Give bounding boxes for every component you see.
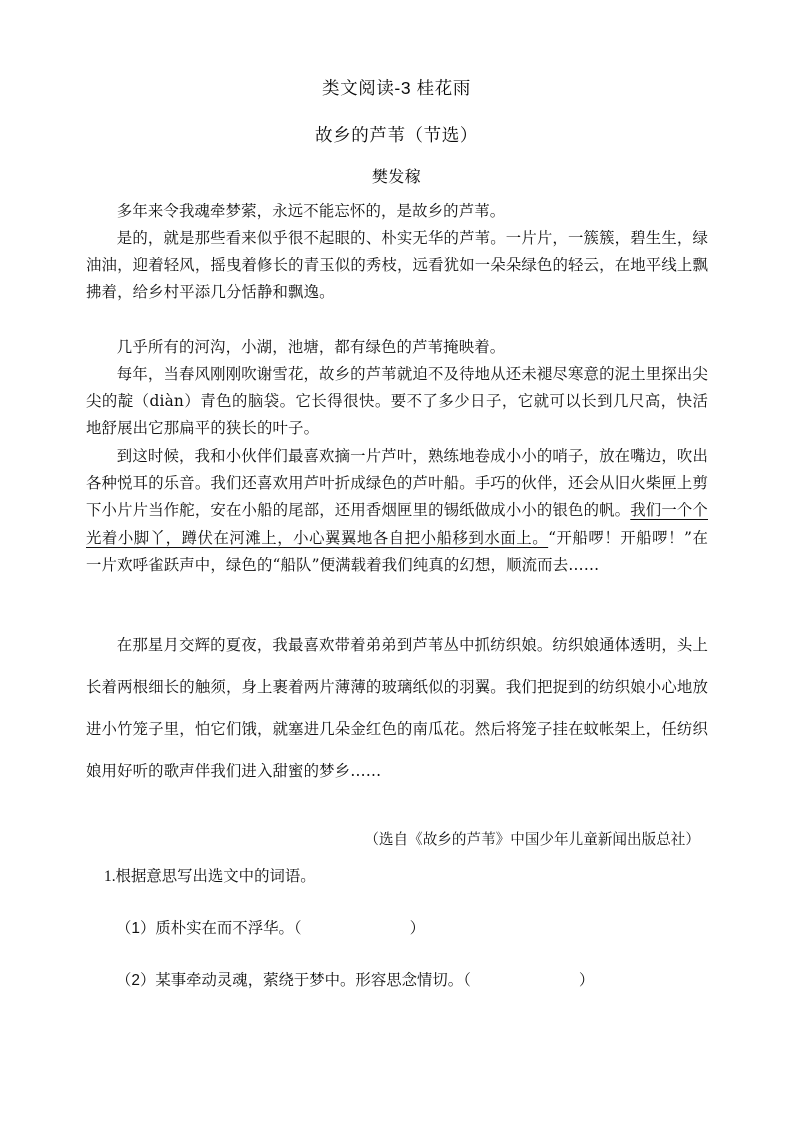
paragraph-3 <box>86 334 708 361</box>
paragraph-text: 每年，当春风刚刚吹谢雪花，故乡的芦苇就迫不及待地从还未褪尽寒意的泥土里探出尖尖的靛（diàn）青色的脑袋。它长得很快。要不了多少日子，它就可以长到几尺高，快活地舒展出它那扁平的狭长的叶子。 <box>86 365 708 438</box>
answer-blank-open-paren-2: （ <box>463 972 471 989</box>
paragraph-1 <box>86 198 708 225</box>
paragraph-6 <box>86 624 708 792</box>
question-1-sub-2 <box>116 966 726 996</box>
paragraph-5-tail-text: “开船啰！开船啰！”在一片欢呼雀跃声中，绿色的“船队”便满载着我们纯真的幻想，顺流而去…… <box>86 528 708 574</box>
paragraph-text: 是的，就是那些看来似乎很不起眼的、朴实无华的芦苇。一片片，一簇簇，碧生生，绿油油，迎着轻风，摇曳着修长的青玉似的秀枝，远看犹如一朵朵绿色的轻云，在地平线上飘拂着，给乡村平添几分恬静和飘逸。 <box>86 229 708 302</box>
question-1-sub-2-text: 某事牵动灵魂，萦绕于梦中。形容思念情切。 <box>155 972 464 989</box>
question-1 <box>104 862 726 892</box>
question-1-sub-1-number: （1） <box>116 920 156 937</box>
answer-blank-open-paren-1: （ <box>293 920 302 937</box>
paragraph-text <box>86 443 708 579</box>
question-1-text: 根据意思写出选文中的词语。 <box>115 868 316 885</box>
question-1-sub-1-text: 质朴实在而不浮华。 <box>155 920 294 937</box>
paragraph-text: 多年来令我魂牵梦萦，永远不能忘怀的，是故乡的芦苇。 <box>116 202 506 220</box>
paragraph-5-lead-text: 到这时候，我和小伙伴们最喜欢摘一片芦叶，熟练地卷成小小的哨子，放在嘴边，吹出各种悦耳的乐音。我们还喜欢用芦叶折成绿色的芦叶船。手巧的伙伴，还会从旧火柴匣上剪下小片片当作舵，安在小船的尾部，还用香烟匣里的锡纸做成小小的银色的帆。 <box>86 447 708 520</box>
article-subtitle: 故乡的芦苇（节选） <box>315 125 478 145</box>
article-author: 樊发稼 <box>371 169 422 186</box>
question-1-sub-2-number: （2） <box>116 972 156 989</box>
paragraph-text: 在那星月交辉的夏夜，我最喜欢带着弟弟到芦苇丛中抓纺织娘。纺织娘通体透明，头上长着两根细长的触须，身上裹着两片薄薄的玻璃纸似的羽翼。我们把捉到的纺织娘小心地放进小竹笼子里，怕它们饿，就塞进几朵金红色的南瓜花。然后将笼子挂在蚊帐架上，任纺织娘用好听的歌声伴我们进入甜蜜的梦乡…… <box>86 636 708 780</box>
paragraph-5 <box>86 443 708 579</box>
paragraph-text: 几乎所有的河沟，小湖，池塘，都有绿色的芦苇掩映着。 <box>116 338 506 356</box>
answer-blank-close-paren-2: ） <box>578 972 595 989</box>
answer-blank-close-paren-1: ） <box>409 920 425 937</box>
questions-section <box>86 862 726 996</box>
paragraph-2 <box>86 225 708 307</box>
paragraph-4 <box>86 361 708 443</box>
question-1-number: 1. <box>104 868 116 885</box>
question-1-sub-1 <box>116 914 726 944</box>
source-attribution: （选自《故乡的芦苇》中国少年儿童新闻出版总社） <box>364 831 700 848</box>
page-title: 类文阅读-3 桂花雨 <box>322 78 471 98</box>
underlined-sentence: 我们一个个光着小脚丫，蹲伏在河滩上，小心翼翼地各自把小船移到水面上。 <box>86 501 708 547</box>
